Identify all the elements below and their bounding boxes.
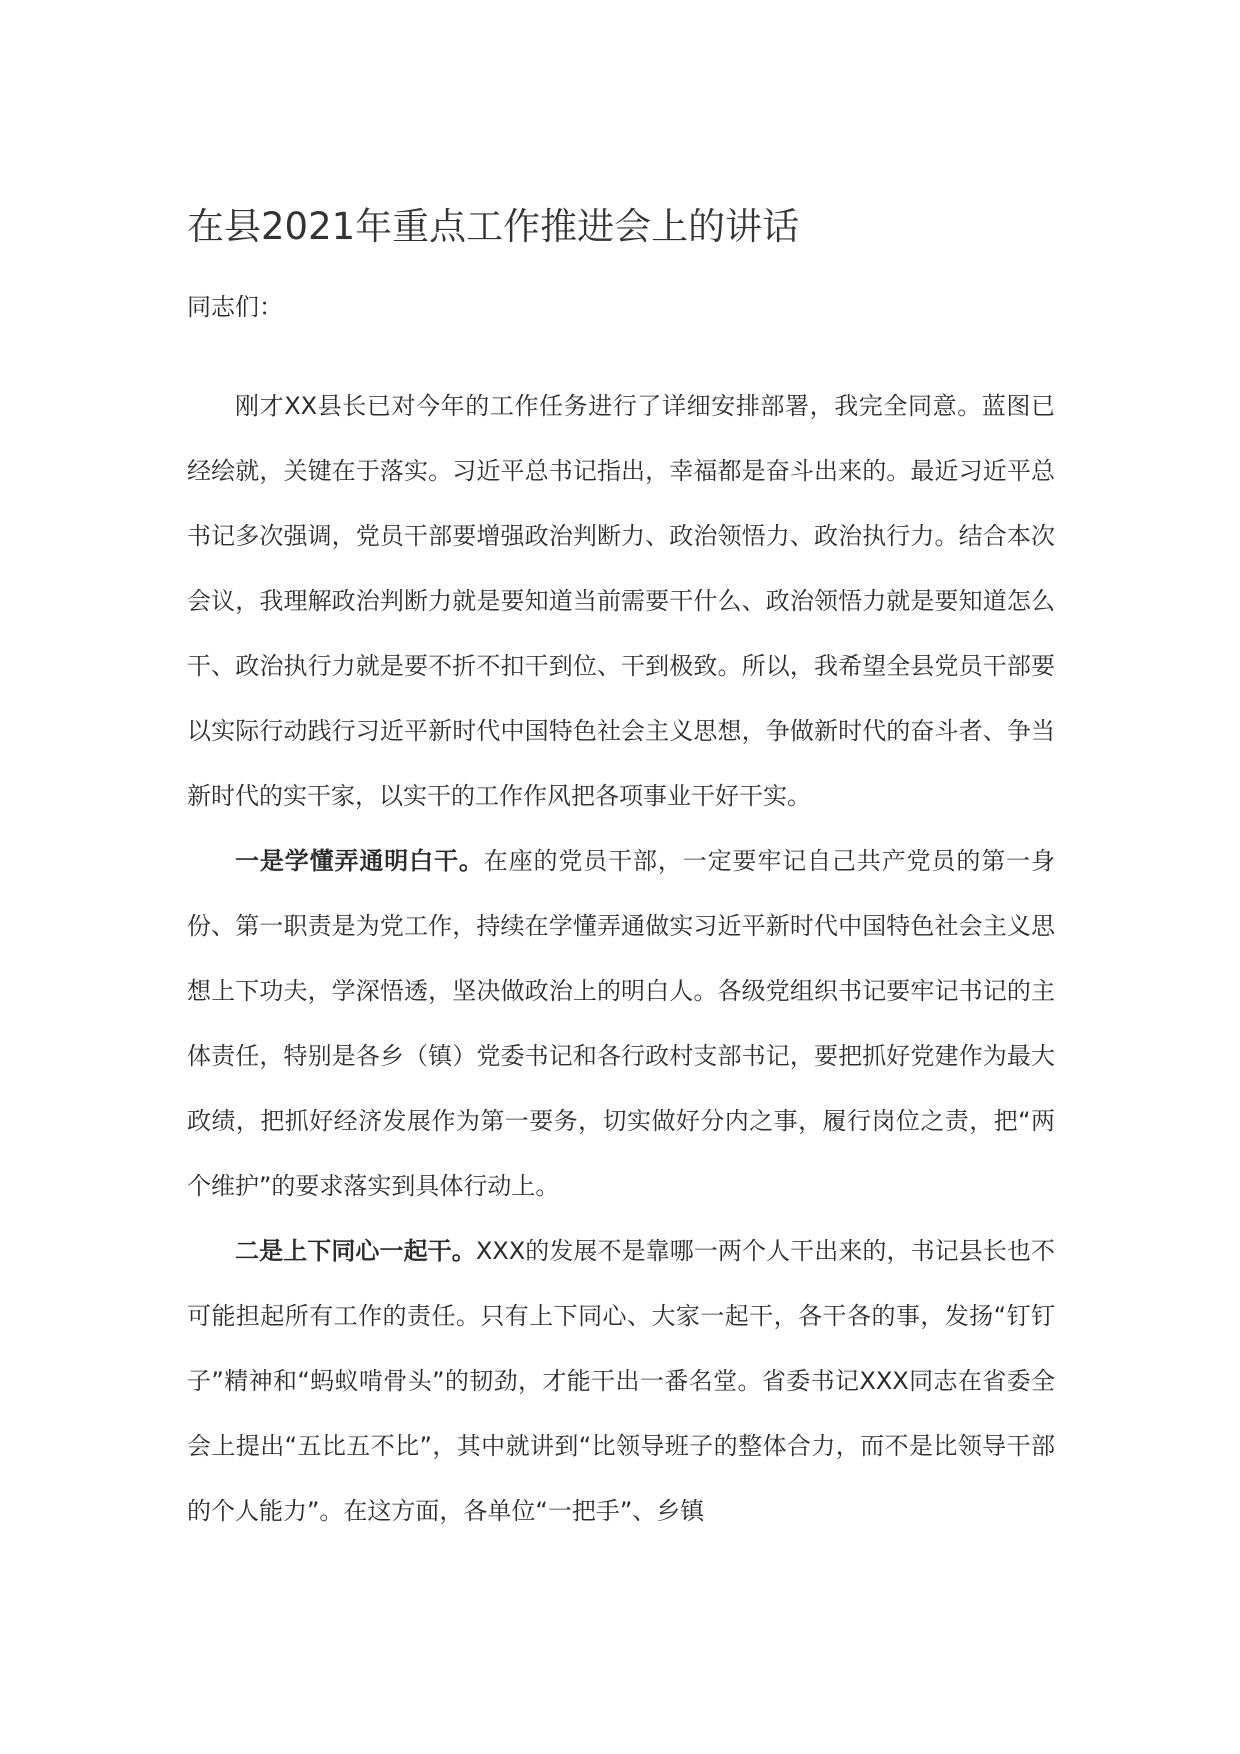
salutation: 同志们： xyxy=(187,293,283,321)
paragraph-intro xyxy=(187,374,1055,829)
paragraph-text: 刚才XX县长已对今年的工作任务进行了详细安排部署，我完全同意。蓝图已经绘就，关键在于落实。习近平总书记指出，幸福都是奋斗出来的。最近习近平总书记多次强调，党员干部要增强政治判断力、政治领悟力、政治执行力。结合本次会议，我理解政治判断力就是要知道当前需要干什么、政治领悟力就是要知道怎么干、政治执行力就是要不折不扣干到位、干到极致。所以，我希望全县党员干部要以实际行动践行习近平新时代中国特色社会主义思想，争做新时代的奋斗者、争当新时代的实干家，以实干的工作作风把各项事业干好干实。 xyxy=(187,392,1055,810)
paragraph-lead: 二是上下同心一起干。 xyxy=(235,1237,476,1265)
paragraph-text: XXX的发展不是靠哪一两个人干出来的，书记县长也不可能担起所有工作的责任。只有上下同心、大家一起干，各干各的事，发扬“钉钉子”精神和“蚂蚁啃骨头”的韧劲，才能干出一番名堂。省委书记XXX同志在省委全会上提出“五比五不比”，其中就讲到“比领导班子的整体合力，而不是比领导干部的个人能力”。在这方面，各单位“一把手”、乡镇 xyxy=(187,1237,1056,1525)
document-body xyxy=(187,374,1055,1544)
paragraph-text: 在座的党员干部，一定要牢记自己共产党员的第一身份、第一职责是为党工作，持续在学懂弄通做实习近平新时代中国特色社会主义思想上下功夫，学深悟透，坚决做政治上的明白人。各级党组织书记要牢记书记的主体责任，特别是各乡（镇）党委书记和各行政村支部书记，要把抓好党建作为最大政绩，把抓好经济发展作为第一要务，切实做好分内之事，履行岗位之责，把“两个维护”的要求落实到具体行动上。 xyxy=(187,847,1055,1200)
paragraph-lead: 一是学懂弄通明白干。 xyxy=(235,847,484,875)
paragraph-point-two xyxy=(187,1219,1055,1544)
paragraph-point-one xyxy=(187,829,1055,1219)
document-title: 在县2021年重点工作推进会上的讲话 xyxy=(187,205,800,248)
